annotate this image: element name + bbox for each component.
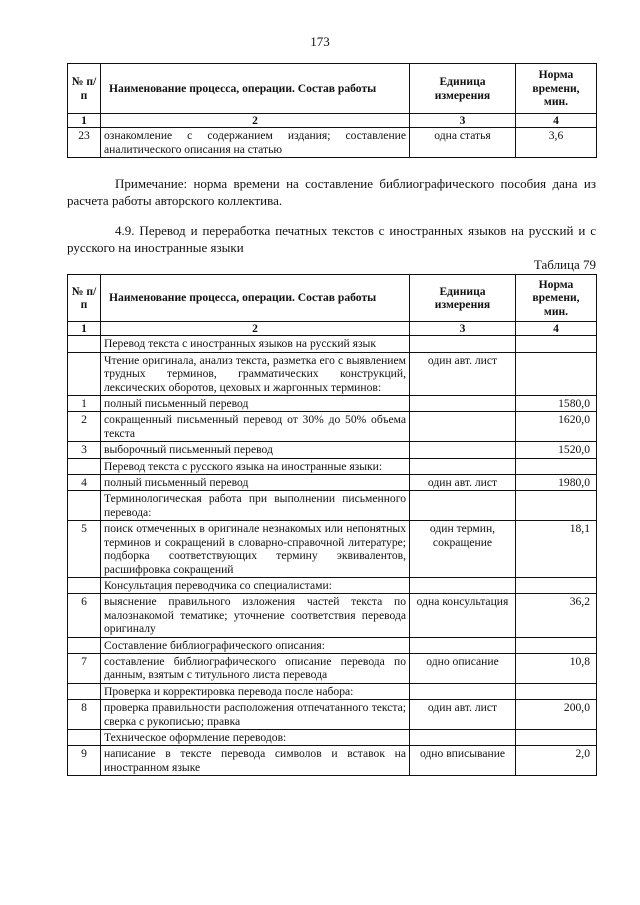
section-row (68, 352, 597, 395)
row-num (68, 683, 101, 699)
row-value (516, 729, 597, 745)
header-name: Наименование процесса, операции. Состав работы (101, 64, 410, 114)
header-num: № п/п (68, 275, 101, 322)
table-row (68, 521, 597, 578)
header-unit: Единица измерения (410, 64, 516, 114)
row-num: 2 (68, 412, 101, 442)
col-number: 2 (101, 322, 410, 336)
row-name: выяснение правильного изложения частей текста по малознакомой тематике; уточнение соответствия перевода оригиналу (101, 594, 410, 637)
row-value: 2,0 (516, 746, 597, 776)
row-value: 36,2 (516, 594, 597, 637)
row-unit: одна консультация (410, 594, 516, 637)
row-name: составление библиографического описание перевода по данным, взятым с титульного листа перевода (101, 653, 410, 683)
row-unit (410, 458, 516, 474)
row-name: поиск отмеченных в оригинале незнакомых или непонятных терминов и сокращений в словарно-справочной литературе; подборка соответствующих термину эквивалентов, расшифровка сокращений (101, 521, 410, 578)
table-row (68, 442, 597, 458)
col-number: 2 (101, 114, 410, 128)
row-value: 3,6 (516, 128, 597, 158)
row-value: 18,1 (516, 521, 597, 578)
table-row (68, 746, 597, 776)
row-name: Техническое оформление переводов: (101, 729, 410, 745)
header-unit: Единица измерения (410, 275, 516, 322)
row-value: 1520,0 (516, 442, 597, 458)
col-number: 3 (410, 322, 516, 336)
section-row (68, 491, 597, 521)
table-header-row (68, 275, 597, 322)
row-value: 200,0 (516, 700, 597, 730)
table-label: Таблица 79 (533, 257, 596, 272)
row-num: 6 (68, 594, 101, 637)
header-norm: Норма времени, мин. (516, 275, 597, 322)
row-num: 9 (68, 746, 101, 776)
row-value: 10,8 (516, 653, 597, 683)
row-unit: одна статья (410, 128, 516, 158)
section-row (68, 577, 597, 593)
row-value: 1620,0 (516, 412, 597, 442)
norms-table-79 (67, 274, 597, 776)
section-row (68, 729, 597, 745)
row-name: Консультация переводчика со специалистами: (101, 577, 410, 593)
row-unit (410, 577, 516, 593)
row-num: 1 (68, 396, 101, 412)
row-unit (410, 336, 516, 352)
row-value (516, 491, 597, 521)
table-row (68, 653, 597, 683)
row-num: 3 (68, 442, 101, 458)
row-unit: одно описание (410, 653, 516, 683)
col-number: 3 (410, 114, 516, 128)
row-name: выборочный письменный перевод (101, 442, 410, 458)
row-num (68, 458, 101, 474)
norms-table-continued (67, 63, 597, 158)
table-row (68, 128, 597, 158)
row-name: полный письменный перевод (101, 396, 410, 412)
section-title: 4.9. Перевод и переработка печатных текстов с иностранных языков на русский и с русского на иностранные языки (67, 223, 596, 255)
row-unit: один авт. лист (410, 352, 516, 395)
col-number: 4 (516, 322, 597, 336)
row-value (516, 458, 597, 474)
row-name: Составление библиографического описания: (101, 637, 410, 653)
row-name: Перевод текста с русского языка на иностранные языки: (101, 458, 410, 474)
header-norm: Норма времени, мин. (516, 64, 597, 114)
col-number: 1 (68, 114, 101, 128)
row-unit (410, 442, 516, 458)
table-row (68, 412, 597, 442)
row-name: Чтение оригинала, анализ текста, разметка его с выявлением трудных терминов, грамматических конструкций, лексических оборотов, цеховых и жаргонных терминов: (101, 352, 410, 395)
row-num (68, 352, 101, 395)
table-row (68, 396, 597, 412)
section-row (68, 683, 597, 699)
table-row (68, 700, 597, 730)
table-row (68, 475, 597, 491)
row-name: написание в тексте перевода символов и вставок на иностранном языке (101, 746, 410, 776)
row-unit (410, 412, 516, 442)
row-name: полный письменный перевод (101, 475, 410, 491)
row-name: сокращенный письменный перевод от 30% до 50% объема текста (101, 412, 410, 442)
row-value (516, 683, 597, 699)
table-row (68, 594, 597, 637)
row-unit: один термин, сокращение (410, 521, 516, 578)
row-num (68, 336, 101, 352)
section-row (68, 336, 597, 352)
row-unit (410, 729, 516, 745)
row-num (68, 491, 101, 521)
row-num: 8 (68, 700, 101, 730)
row-unit (410, 637, 516, 653)
header-num: № п/п (68, 64, 101, 114)
row-value: 1980,0 (516, 475, 597, 491)
page-number: 173 (310, 34, 330, 49)
row-num (68, 637, 101, 653)
row-value: 1580,0 (516, 396, 597, 412)
row-unit: один авт. лист (410, 700, 516, 730)
row-value (516, 336, 597, 352)
row-num: 4 (68, 475, 101, 491)
row-unit (410, 491, 516, 521)
column-numbers-row (68, 114, 597, 128)
row-name: проверка правильности расположения отпечатанного текста; сверка с рукописью; правка (101, 700, 410, 730)
section-row (68, 637, 597, 653)
row-num (68, 729, 101, 745)
column-numbers-row (68, 322, 597, 336)
row-num: 23 (68, 128, 101, 158)
row-name: Перевод текста с иностранных языков на русский язык (101, 336, 410, 352)
row-value (516, 352, 597, 395)
row-value (516, 577, 597, 593)
row-name: Терминологическая работа при выполнении письменного перевода: (101, 491, 410, 521)
row-unit: один авт. лист (410, 475, 516, 491)
table-header-row (68, 64, 597, 114)
row-value (516, 637, 597, 653)
col-number: 4 (516, 114, 597, 128)
row-num (68, 577, 101, 593)
row-num: 7 (68, 653, 101, 683)
note-paragraph: Примечание: норма времени на составление библиографического пособия дана из расчета работы авторского коллектива. (67, 176, 596, 208)
row-unit: одно вписывание (410, 746, 516, 776)
row-name: ознакомление с содержанием издания; составление аналитического описания на статью (101, 128, 410, 158)
row-unit (410, 683, 516, 699)
row-num: 5 (68, 521, 101, 578)
col-number: 1 (68, 322, 101, 336)
section-row (68, 458, 597, 474)
row-unit (410, 396, 516, 412)
row-name: Проверка и корректировка перевода после набора: (101, 683, 410, 699)
header-name: Наименование процесса, операции. Состав работы (101, 275, 410, 322)
